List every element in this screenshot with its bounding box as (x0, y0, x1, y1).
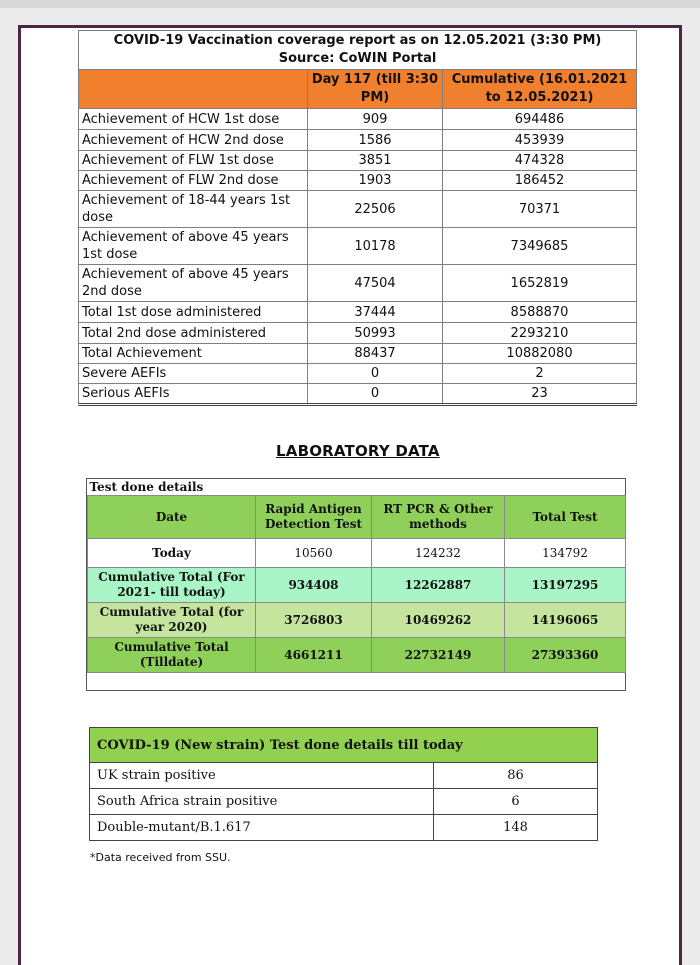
row-day: 1903 (308, 171, 443, 191)
row-label: Total 2nd dose administered (79, 323, 308, 344)
lab-date: Today (88, 539, 256, 568)
lab-caption-row (88, 479, 626, 496)
lab-rtpcr: 10469262 (372, 603, 505, 638)
row-label: Achievement of FLW 1st dose (79, 151, 308, 171)
vaccination-title: COVID-19 Vaccination coverage report as on 12.05.2021 (3:30 PM) (113, 33, 602, 48)
table-row (79, 191, 637, 228)
row-cum: 10882080 (443, 344, 637, 364)
row-day: 22506 (308, 191, 443, 228)
lab-header-rapid: Rapid Antigen Detection Test (256, 496, 372, 539)
row-cum: 453939 (443, 130, 637, 151)
lab-header-row (88, 496, 626, 539)
row-day: 88437 (308, 344, 443, 364)
row-label: Total Achievement (79, 344, 308, 364)
header-blank (79, 70, 308, 109)
row-cum: 7349685 (443, 228, 637, 265)
lab-date: Cumulative Total (Tilldate) (88, 638, 256, 673)
row-day: 10178 (308, 228, 443, 265)
table-row (79, 130, 637, 151)
table-row (79, 171, 637, 191)
table-row (90, 815, 598, 841)
lab-rapid: 10560 (256, 539, 372, 568)
row-day: 909 (308, 109, 443, 130)
lab-rtpcr: 12262887 (372, 568, 505, 603)
lab-heading: LABORATORY DATA (276, 442, 440, 460)
table-row (79, 265, 637, 302)
table-row (79, 109, 637, 130)
row-label: Achievement of 18-44 years 1st dose (79, 191, 308, 228)
row-label: Achievement of above 45 years 1st dose (79, 228, 308, 265)
row-day: 1586 (308, 130, 443, 151)
row-day: 0 (308, 364, 443, 384)
row-label: Achievement of FLW 2nd dose (79, 171, 308, 191)
lab-rtpcr: 124232 (372, 539, 505, 568)
header-day: Day 117 (till 3:30 PM) (308, 70, 443, 109)
lab-date: Cumulative Total (for year 2020) (88, 603, 256, 638)
row-day: 47504 (308, 265, 443, 302)
row-day: 50993 (308, 323, 443, 344)
footnote: *Data received from SSU. (90, 851, 231, 864)
table-row (88, 603, 626, 638)
table-row (88, 539, 626, 568)
lab-header-date: Date (88, 496, 256, 539)
lab-total: 134792 (505, 539, 626, 568)
table-row (90, 763, 598, 789)
vaccination-source: Source: CoWIN Portal (278, 51, 437, 66)
table-row (79, 364, 637, 384)
vaccination-header-row (79, 70, 637, 109)
lab-rapid: 4661211 (256, 638, 372, 673)
row-cum: 70371 (443, 191, 637, 228)
table-row (79, 344, 637, 364)
header-cumulative: Cumulative (16.01.2021 to 12.05.2021) (443, 70, 637, 109)
row-cum: 186452 (443, 171, 637, 191)
row-label: Severe AEFIs (79, 364, 308, 384)
strain-label: UK strain positive (90, 763, 434, 789)
lab-total: 13197295 (505, 568, 626, 603)
lab-table (87, 479, 626, 673)
vaccination-table (78, 30, 637, 406)
lab-caption: Test done details (88, 479, 256, 496)
lab-date: Cumulative Total (For 2021- till today) (88, 568, 256, 603)
table-row (79, 302, 637, 323)
table-row (88, 638, 626, 673)
strain-value: 86 (434, 763, 598, 789)
row-cum: 474328 (443, 151, 637, 171)
row-label: Achievement of HCW 1st dose (79, 109, 308, 130)
lab-rapid: 3726803 (256, 603, 372, 638)
row-label: Achievement of above 45 years 2nd dose (79, 265, 308, 302)
table-row (79, 151, 637, 171)
strain-header-row (90, 728, 598, 763)
table-row (79, 228, 637, 265)
row-cum: 8588870 (443, 302, 637, 323)
strain-value: 148 (434, 815, 598, 841)
lab-table-wrapper (86, 478, 626, 691)
strain-table (89, 727, 598, 841)
lab-total: 27393360 (505, 638, 626, 673)
top-bar (0, 0, 700, 8)
table-row (79, 323, 637, 344)
row-cum: 1652819 (443, 265, 637, 302)
vaccination-title-row (79, 31, 637, 70)
row-day: 37444 (308, 302, 443, 323)
lab-rapid: 934408 (256, 568, 372, 603)
table-row (90, 789, 598, 815)
strain-heading: COVID-19 (New strain) Test done details till today (90, 728, 598, 763)
table-row (88, 568, 626, 603)
row-cum: 694486 (443, 109, 637, 130)
lab-header-total: Total Test (505, 496, 626, 539)
row-cum: 2293210 (443, 323, 637, 344)
table-row (79, 384, 637, 405)
row-day: 3851 (308, 151, 443, 171)
strain-value: 6 (434, 789, 598, 815)
lab-total: 14196065 (505, 603, 626, 638)
row-cum: 23 (443, 384, 637, 405)
row-cum: 2 (443, 364, 637, 384)
row-label: Serious AEFIs (79, 384, 308, 405)
lab-header-rtpcr: RT PCR & Other methods (372, 496, 505, 539)
row-label: Achievement of HCW 2nd dose (79, 130, 308, 151)
row-label: Total 1st dose administered (79, 302, 308, 323)
strain-label: Double-mutant/B.1.617 (90, 815, 434, 841)
strain-label: South Africa strain positive (90, 789, 434, 815)
row-day: 0 (308, 384, 443, 405)
lab-rtpcr: 22732149 (372, 638, 505, 673)
